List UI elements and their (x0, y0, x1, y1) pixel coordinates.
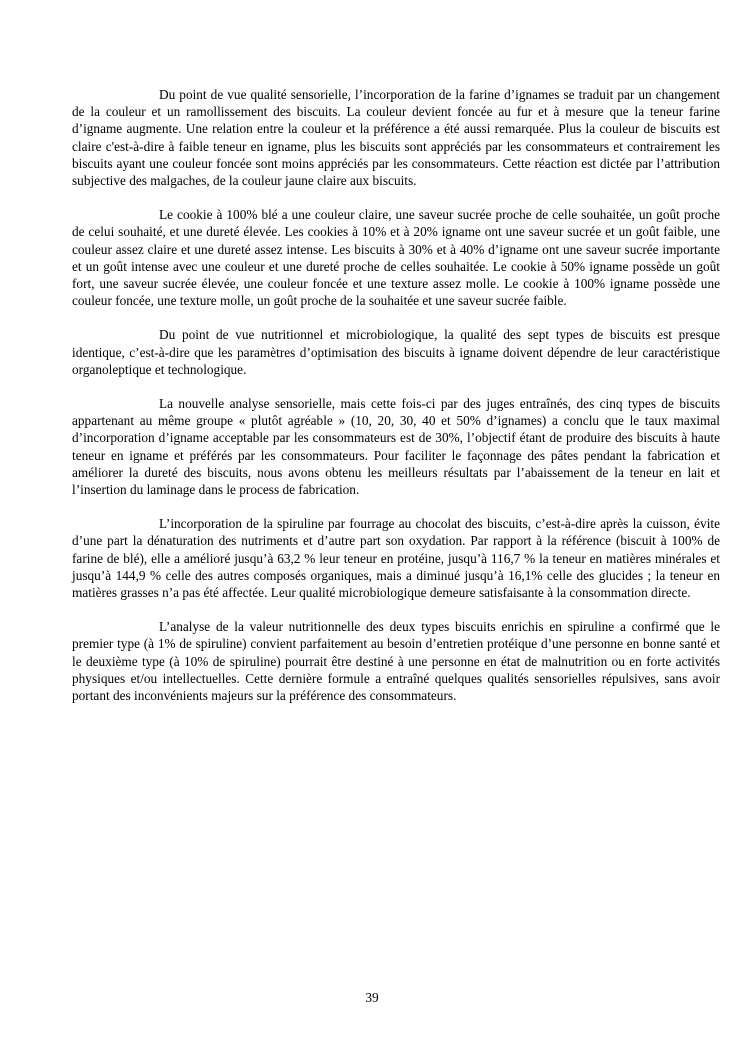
page-number: 39 (365, 990, 379, 1005)
paragraph-sensory-quality: Du point de vue qualité sensorielle, l’incorporation de la farine d’ignames se traduit par un changement de la couleur et un ramollissement des biscuits. La couleur devient foncée au fur et à mesure que la teneur farine d’igname augmente. Une relation entre la couleur et la préférence a été aussi remarquée. Plus la couleur de biscuits est claire c'est-à-dire à faible teneur en igname, plus les biscuits sont appréciés par les consommateurs et contrairement les biscuits ayant une couleur foncée sont moins appréciés par les consommateurs. Cette réaction est dictée par l’attribution subjective des malgaches, de la couleur jaune claire aux biscuits. (72, 87, 720, 189)
paragraph-nutritional-value-analysis: L’analyse de la valeur nutritionnelle des deux types biscuits enrichis en spiruline a confirmé que le premier type (à 1% de spiruline) convient parfaitement au besoin d’entretien protéique d’une personne en bonne santé et le deuxième type (à 10% de spiruline) pourrait être destiné à une personne en état de malnutrition ou en forte activités physiques et/ou intellectuelles. Cette dernière formule a entraîné quelques qualités sensorielles répulsives, sans avoir portant des inconvénients majeurs sur la préférence des consommateurs. (72, 619, 720, 704)
page-body (72, 86, 720, 721)
paragraph-spirulina-incorporation: L’incorporation de la spiruline par fourrage au chocolat des biscuits, c’est-à-dire après la cuisson, évite d’une part la dénaturation des nutriments et d’autre part son oxydation. Par rapport à la référence (biscuit à 100% de farine de blé), elle a amélioré jusqu’à 63,2 % leur teneur en protéine, jusqu’à 116,7 % la teneur en matières minérales et jusqu’à 144,9 % celle des autres composés organiques, mais a diminué jusqu’à 16,1% celle des glucides ; la teneur en matières grasses n’a pas été affectée. Leur qualité microbiologique demeure satisfaisante à la consommation directe. (72, 516, 720, 601)
paragraph-cookie-comparison: Le cookie à 100% blé a une couleur claire, une saveur sucrée proche de celle souhaitée, un goût proche de celui souhaité, et une dureté élevée. Les cookies à 10% et à 20% igname ont une saveur sucrée et un goût faible, une couleur assez claire et une dureté assez intense. Les biscuits à 30% et à 40% d’igname ont une saveur sucrée importante et un goût intense avec une couleur et une dureté proche de celles souhaitée. Le cookie à 50% igname possède un goût fort, une saveur sucrée élevée, une couleur foncée et une texture assez molle. Le cookie à 100% igname possède une couleur foncée, une texture molle, un goût proche de la souhaitée et une saveur sucrée faible. (72, 207, 720, 309)
paragraph-nutritional-microbiological: Du point de vue nutritionnel et microbiologique, la qualité des sept types de biscuits est presque identique, c’est-à-dire que les paramètres d’optimisation des biscuits à igname doivent dépendre de leur caractéristique organoleptique et technologique. (72, 327, 720, 377)
paragraph-new-sensory-analysis: La nouvelle analyse sensorielle, mais cette fois-ci par des juges entraînés, des cinq types de biscuits appartenant au même groupe « plutôt agréable » (10, 20, 30, 40 et 50% d’ignames) a conclu que le taux maximal d’incorporation d’igname acceptable par les consommateurs est de 30%, l’objectif étant de produire des biscuits à haute teneur en igname et préférés par les consommateurs. Pour faciliter le façonnage des pâtes pendant la fabrication et améliorer la dureté des biscuits, nous avons obtenu les meilleurs résultats par l’abaissement de la teneur en lait et l’insertion du laminage dans le process de fabrication. (72, 396, 720, 498)
